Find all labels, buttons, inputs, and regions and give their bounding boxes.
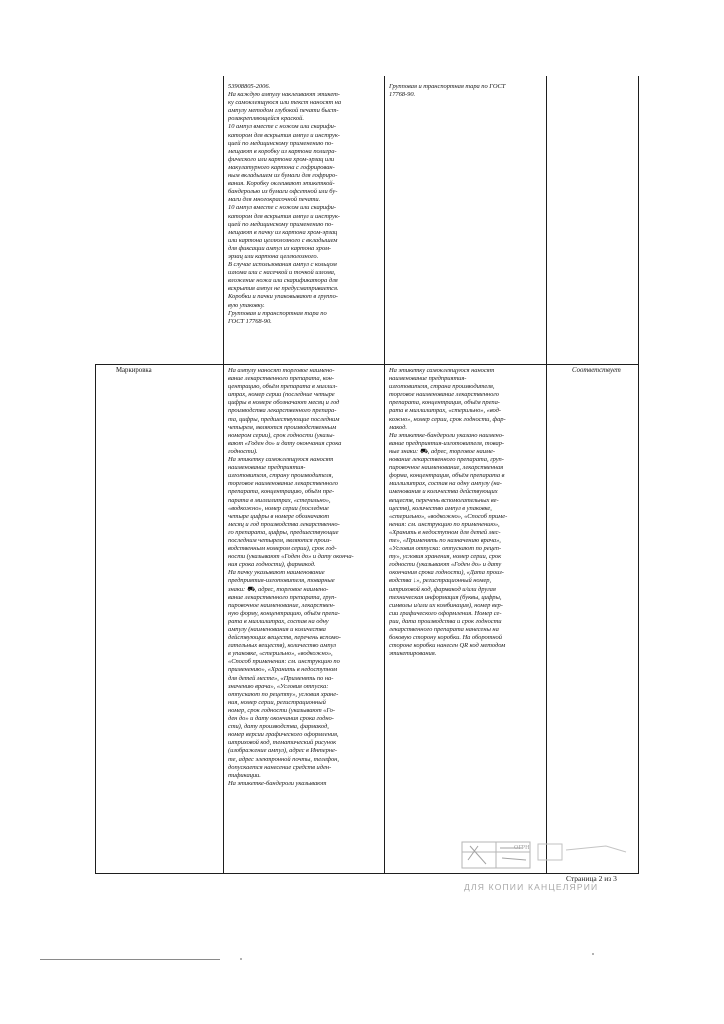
stamp-text-top: ОГРН xyxy=(514,845,530,851)
marking-status: Соответствует xyxy=(572,367,621,374)
upper-left-packaging-text: 53908805-2006. На каждую ампулу наклеивают этикет- ку самоклеящуюся или текст наносят на ампулу методом глубокой печати быст- розакрепляющейся краской. 10 ампул вместе с ножом или скарифи- катором для вскрытия ампул и инструк- цией по медицинскому применению по- мещают в коробку из картона полигра- фического или картона хром-эрзац или макулатурного картона с гофрирован- ным вкладышем из бумаги для гофриро- вания. Коробку оклеивают этикеткой- бандеролью из бумаги офсетной или бу- маги для многокрасочной печати. 10 ампул вместе с ножом или скарифи- катором для вскрытия ампул и инструк- цией по медицинскому применению по- мещают в пачку из картона хром-эрзац или картона целлюлозного с вкладышем для фиксации ампул из картона хром- эрзац или картона целлюлозного. В случае использования ампул с кольцом излома или с насечкой и точкой излома, вложение ножа или скарификатора для вскрытия ампул не предусматривается. Коробки и пачки упаковывают в группо- вую упаковку. Групповая и транспортная тара по ГОСТ 17768-90. xyxy=(228,83,342,325)
marking-actual-text: На этикетку самоклеящуюся наносят наименование предприятия- изготовителя, страна производителя, торговое наименование лекарственного препарата, концентрация, объём препа- рата в миллилитрах, «стерильно», «вод- кожно», номер серии, срок годности, фар- макод. На этикетке-бандероли указано наимено- вание предприятия-изготовителя, товар- ные знаки: ⛟, адрес, торговое наиме- нование лекарственного препарата, груп- пировочное наименование, лекарственная форма, концентрация, объём препарата в миллилитрах, состав на одну ампулу (на- именования и количества действующих веществ, перечень вспомогательных ве- ществ), количество ампул в упаковке, «стерильно», «водкожно», «Способ приме- нения: см. инструкцию по применению», «Хранить в недоступном для детей мес- те», «Применять по назначению врача», «Условия отпуска: отпускают по рецеп- ту», условия хранения, номер серии, срок годности (указывают «Годен до» и дату окончания срока годности), «Дата произ- водства ↓», регистрационный номер, штриховой код, фармакод и/или другая техническая информация (буквы, цифры, символы и/или их комбинация), номер вер- сии графического оформления. Номер се- рии, дата производства и срок годности лекарственного препарата нанесены на боковую сторону коробки. На оборотной стороне коробки нанесен QR код методом этикетирования. xyxy=(389,367,508,658)
stamp-text-bottom: ДЛЯ КОПИИ КАНЦЕЛЯРИИ xyxy=(464,882,599,892)
table-divider-3 xyxy=(546,76,547,874)
scan-speck xyxy=(592,953,594,955)
scan-speck xyxy=(240,958,242,960)
seal-stamp xyxy=(456,838,656,904)
row-label-marking: Маркировка xyxy=(116,367,152,374)
upper-right-packaging-text: Групповая и транспортная тара по ГОСТ 17768-90. xyxy=(389,83,506,99)
row-divider xyxy=(95,364,639,365)
marking-requirements-text: На ампулу наносят торговое наимено- вание лекарственного препарата, кон- центрацию, объём препарата в миллил- итрах, номер серии (последние четыре цифры в номере обозначают месяц и год производства лекарственного препара- та, цифры, предшествующие последним четырем, являются производственным номером серии), срок годности (указы- вают «Годен до» и дату окончания срока годности). На этикетку самоклеящуюся наносят наименование предприятия- изготовителя, страну производителя, торговое наименование лекарственного препарата, концентрацию, объём пре- парата в миллилитрах, «стерильно», «водкожно», номер серии (последние четыре цифры в номере обозначают месяц и год производства лекарственно- го препарата, цифры, предшествующие последним четырем, являются произ- водственным номером серии), срок год- ности (указывают «Годен до» и дату оконча- ния срока годности), фармакод. На пачку указывают наименование предприятия-изготовителя, товарные знаки: ⛟, адрес, торговое наимено- вание лекарственного препарата, груп- пировочное наименование, лекарствен- ную форму, концентрацию, объём препа- рата в миллилитрах, состав на одну ампулу (наименования и количества действующих веществ, перечень вспомо- гательных веществ), количество ампул в упаковке, «стерильно», «водкожно», «Способ применения: см. инструкцию по применению», «Хранить в недоступном для детей месте», «Применять по на- значению врача», «Условия отпуска: отпускают по рецепту», условия хране- ния, номер серии, регистрационный номер, срок годности (указывают «Го- ден до» и дату окончания срока годно- сти), дату производства, фармакод, номер версии графического оформления, штриховой код, тематический рисунок (изображение ампул), адрес в Интерне- те, адрес электронной почты, телефон, допускается нанесение средств иден- тификации. На этикетке-бандероли указывают xyxy=(228,367,354,787)
table-border-left xyxy=(95,364,96,874)
table-divider-1 xyxy=(223,76,224,874)
page-number: Страница 2 из 3 xyxy=(566,874,617,883)
table-divider-2 xyxy=(384,76,385,874)
table-border-right xyxy=(638,76,639,874)
scan-edge-line xyxy=(40,959,220,960)
